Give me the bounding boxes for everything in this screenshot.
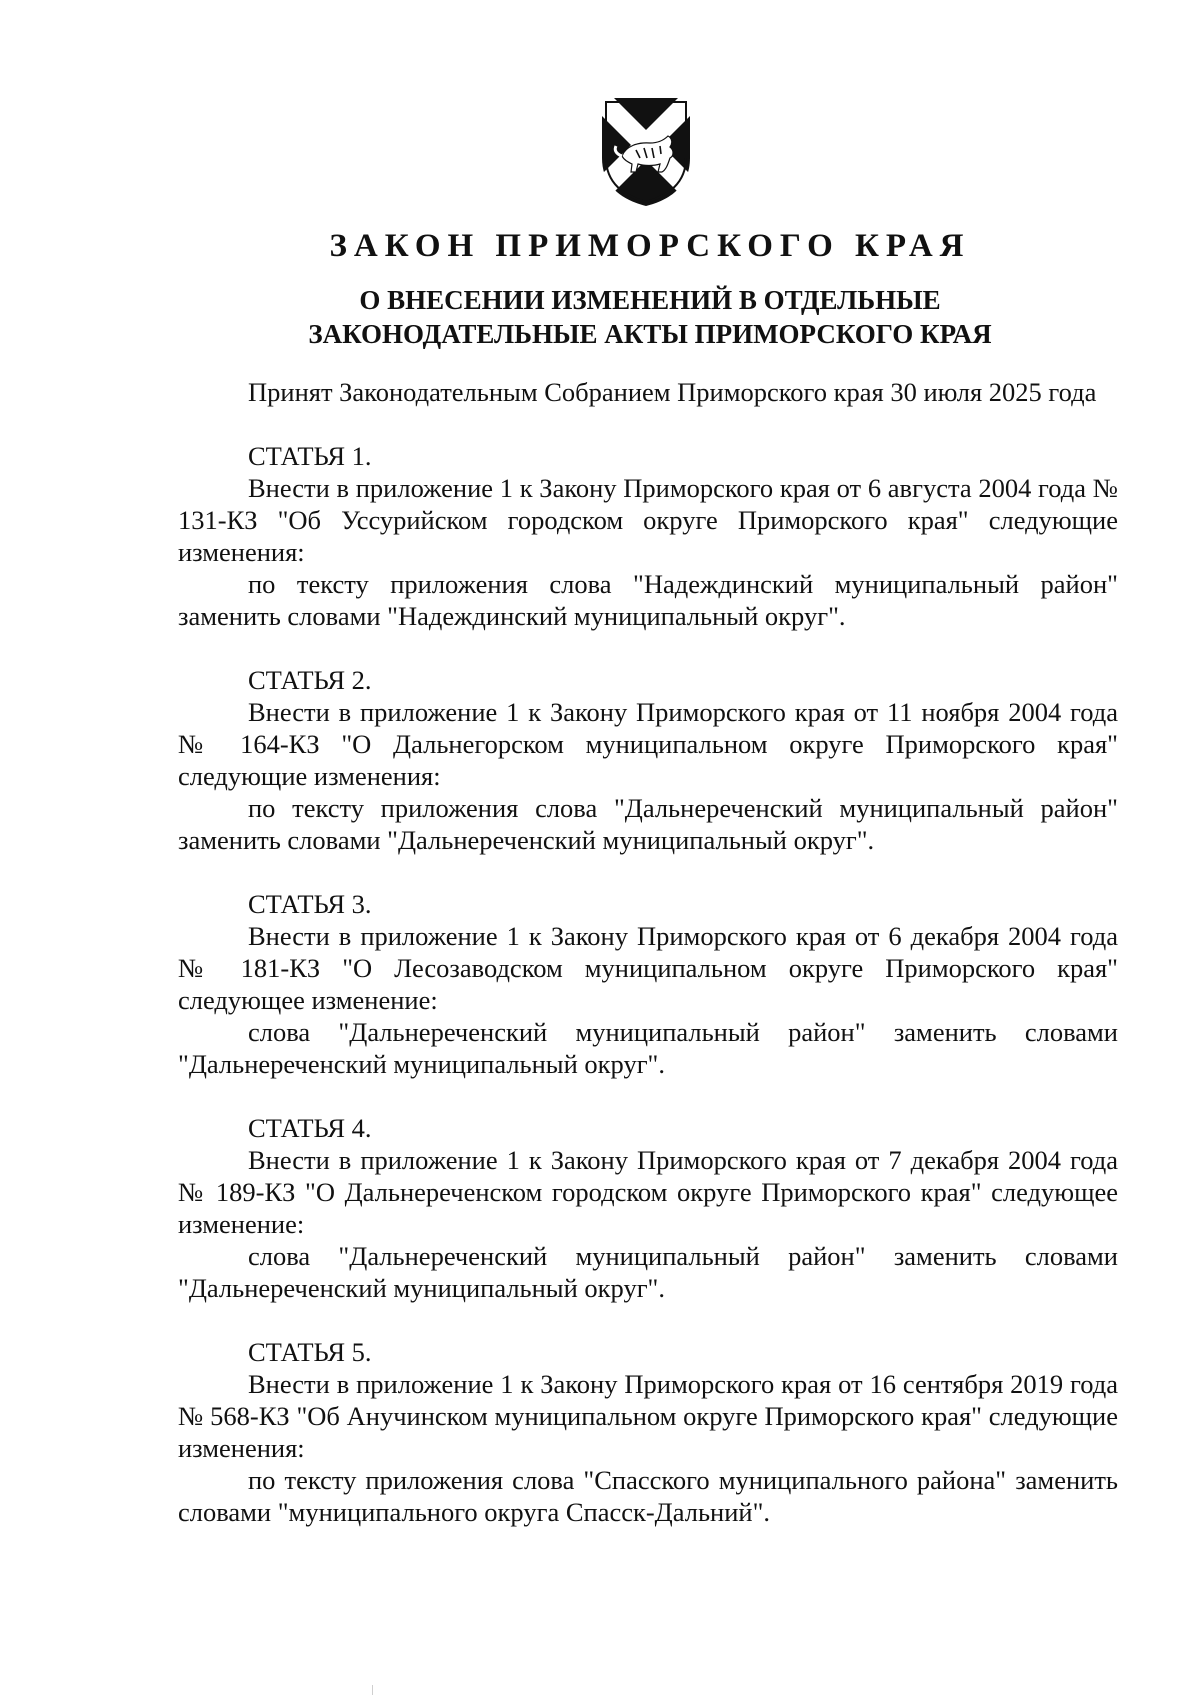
law-title: ЗАКОН ПРИМОРСКОГО КРАЯ	[329, 228, 971, 264]
article-heading: СТАТЬЯ 4.	[248, 1113, 372, 1143]
article-paragraph: слова "Дальнереченский муниципальный район" заменить словами "Дальнереченский муниципальный округ".	[178, 1017, 1118, 1079]
article-1	[178, 440, 1118, 632]
law-subtitle-line: О ВНЕСЕНИИ ИЗМЕНЕНИЙ В ОТДЕЛЬНЫЕ	[359, 285, 941, 315]
article-2	[178, 664, 1118, 856]
article-heading: СТАТЬЯ 1.	[248, 441, 372, 471]
article-paragraph: Внести в приложение 1 к Закону Приморского края от 16 сентября 2019 года № 568-КЗ "Об Анучинском муниципальном округе Приморского края" следующие изменения:	[178, 1369, 1118, 1463]
coat-of-arms-icon	[600, 96, 692, 208]
article-heading: СТАТЬЯ 2.	[248, 665, 372, 695]
article-paragraph: по тексту приложения слова "Дальнереченский муниципальный район" заменить словами "Дальнереченский муниципальный округ".	[178, 793, 1118, 855]
article-paragraph: Внести в приложение 1 к Закону Приморского края от 6 августа 2004 года № 131-КЗ "Об Уссурийском городском округе Приморского края" следующие изменения:	[178, 473, 1118, 567]
article-heading: СТАТЬЯ 5.	[248, 1337, 372, 1367]
article-paragraph: Внести в приложение 1 к Закону Приморского края от 6 декабря 2004 года № 181-КЗ "О Лесозаводском муниципальном округе Приморского края" следующее изменение:	[178, 921, 1118, 1015]
article-paragraph: по тексту приложения слова "Спасского муниципального района" заменить словами "муниципального округа Спасск-Дальний".	[178, 1465, 1118, 1527]
law-subtitle-line: ЗАКОНОДАТЕЛЬНЫЕ АКТЫ ПРИМОРСКОГО КРАЯ	[308, 319, 992, 349]
law-body	[178, 376, 1118, 1560]
article-4	[178, 1112, 1118, 1304]
article-paragraph: Внести в приложение 1 к Закону Приморского края от 11 ноября 2004 года № 164-КЗ "О Дальнегорском муниципальном округе Приморского края" следующие изменения:	[178, 697, 1118, 791]
article-paragraph: по тексту приложения слова "Надеждинский муниципальный район" заменить словами "Надеждинский муниципальный округ".	[178, 569, 1118, 631]
scan-artifact	[372, 1685, 373, 1695]
article-3	[178, 888, 1118, 1080]
article-5	[178, 1336, 1118, 1528]
article-heading: СТАТЬЯ 3.	[248, 889, 372, 919]
article-paragraph: слова "Дальнереченский муниципальный район" заменить словами "Дальнереченский муниципальный округ".	[178, 1241, 1118, 1303]
adoption-statement: Принят Законодательным Собранием Приморского края 30 июля 2025 года	[248, 377, 1097, 407]
law-subtitle	[0, 283, 1200, 351]
article-paragraph: Внести в приложение 1 к Закону Приморского края от 7 декабря 2004 года № 189-КЗ "О Дальнереченском городском округе Приморского края" следующее изменение:	[178, 1145, 1118, 1239]
